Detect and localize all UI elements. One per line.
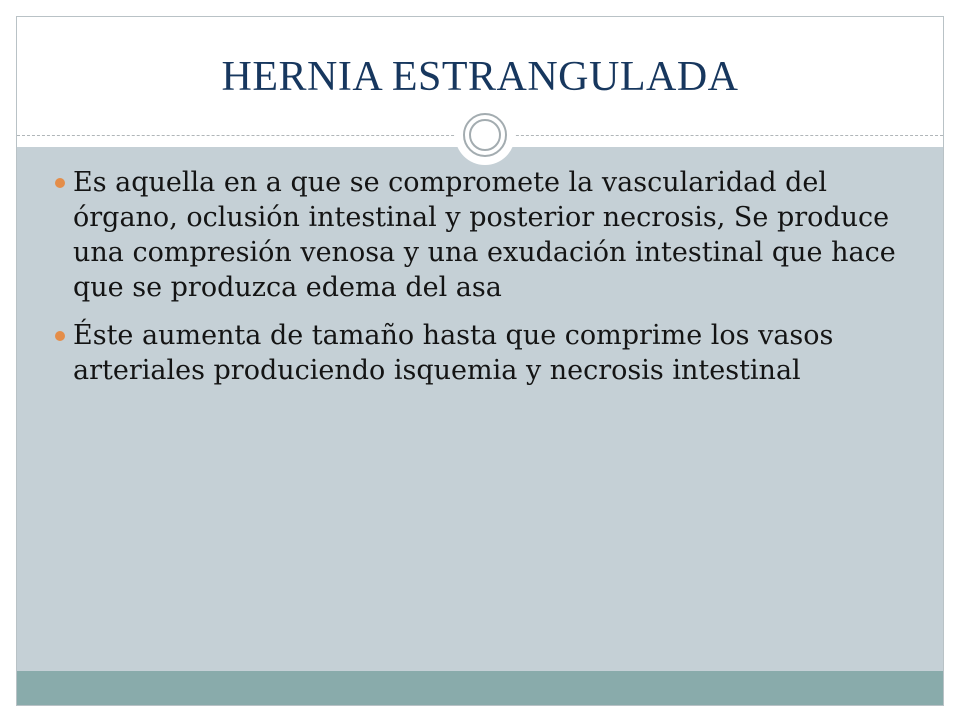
bullet-text: Es aquella en a que se compromete la vascularidad del órgano, oclusión intestinal y posterior necrosis, Se produce una compresión venosa y una exudación intestinal que hace que se produzca edema del asa [73,167,896,303]
footer-band [17,671,943,705]
circle-ring-inner [469,119,501,151]
bullet-text: Éste aumenta de tamaño hasta que comprime los vasos arteriales produciendo isquemia y necrosis intestinal [73,320,834,386]
bullet-marker-icon [55,178,65,188]
bullet-item [53,165,913,305]
bullet-list [53,165,913,401]
bullet-item [53,318,913,388]
slide [16,16,944,706]
bullet-marker-icon [55,331,65,341]
slide-title: HERNIA ESTRANGULADA [221,54,739,100]
